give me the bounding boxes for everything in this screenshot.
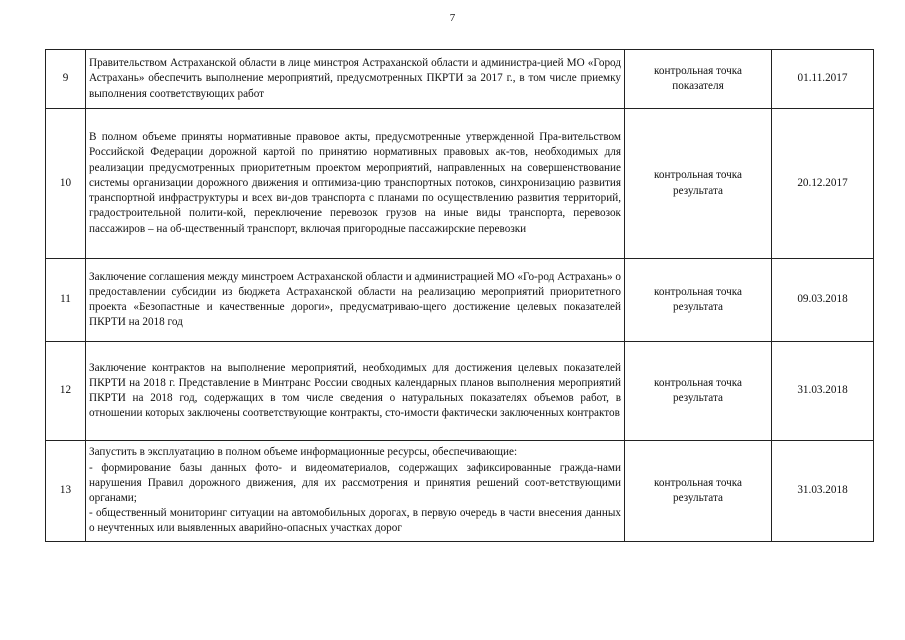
page-number: 7 <box>449 12 456 24</box>
row-date: 20.12.2017 <box>772 109 874 259</box>
row-description: Заключение контрактов на выполнение мероприятий, необходимых для достижения целевых показателей ПКРТИ на 2018 г. Представление в Минтранс России сводных календарных планов выполнения мероприятий ПКРТИ на 2018 год, содержащих в том числе сведения о натуральных показателях объемов работ, в отношении которых заключены соответствующие контракты, сто-имости фактически заключенных контрактов <box>86 342 625 441</box>
description-item-monitoring: - общественный мониторинг ситуации на автомобильных дорогах, в первую очередь в части внесения данных о неучтенных или выявленных аварийно-опасных участках дорог <box>89 507 621 535</box>
row-date: 31.03.2018 <box>772 342 874 441</box>
table-row <box>46 50 874 109</box>
row-number: 9 <box>46 50 86 109</box>
row-date: 01.11.2017 <box>772 50 874 109</box>
row-description <box>86 441 625 542</box>
table-row <box>46 441 874 542</box>
table-row <box>46 109 874 259</box>
row-point-type: контрольная точка результата <box>625 109 772 259</box>
row-description: Заключение соглашения между минстроем Астраханской области и администрацией МО «Го-род Астрахань» о предоставлении субсидии из бюджета Астраханской области на реализацию мероприятий приоритетного проекта «Безопастные и качественные дороги», предусматриваю-щего достижение целевых показателей ПКРТИ на 2018 год <box>86 259 625 342</box>
description-intro: Запустить в эксплуатацию в полном объеме информационные ресурсы, обеспечивающие: <box>89 446 518 459</box>
row-number: 11 <box>46 259 86 342</box>
table-row <box>46 342 874 441</box>
row-point-type: контрольная точка результата <box>625 342 772 441</box>
row-point-type: контрольная точка результата <box>625 441 772 542</box>
row-number: 10 <box>46 109 86 259</box>
row-point-type: контрольная точка показателя <box>625 50 772 109</box>
row-point-type: контрольная точка результата <box>625 259 772 342</box>
row-date: 31.03.2018 <box>772 441 874 542</box>
row-date: 09.03.2018 <box>772 259 874 342</box>
row-number: 13 <box>46 441 86 542</box>
row-description: Правительством Астраханской области в лице минстроя Астраханской области и администра-цией МО «Город Астрахань» обеспечить выполнение мероприятий, предусмотренных ПКРТИ за 2017 г., в том числе приемку выполнения соответствующих работ <box>86 50 625 109</box>
row-description: В полном объеме приняты нормативные правовое акты, предусмотренные утвержденной Пра-вительством Российской Федерации дорожной картой по принятию нормативных правовых ак-тов, необходимых для реализации предусмотренных приоритетным проектом мероприятий, направленных на совершенствование системы организации дорожного движения и оптимиза-цию транспортных потоков, синхронизацию развития транспортной инфраструктуры и всех ви-дов транспорта с планами по осуществлению развития территорий, градостроительной полити-кой, переключение перевозок грузов на иные виды транспорта, перевозок пассажиров – на об-щественный транспорт, включая пригородные пассажирские перевозки <box>86 109 625 259</box>
row-number: 12 <box>46 342 86 441</box>
control-points-table <box>45 49 874 542</box>
table-row <box>46 259 874 342</box>
description-item-photo-video: - формирование базы данных фото- и видеоматериалов, содержащих зафиксированные гражда-нами нарушения Правил дорожного движения, для их рассмотрения и принятия решений соот-ветствующими органами; <box>89 461 621 504</box>
